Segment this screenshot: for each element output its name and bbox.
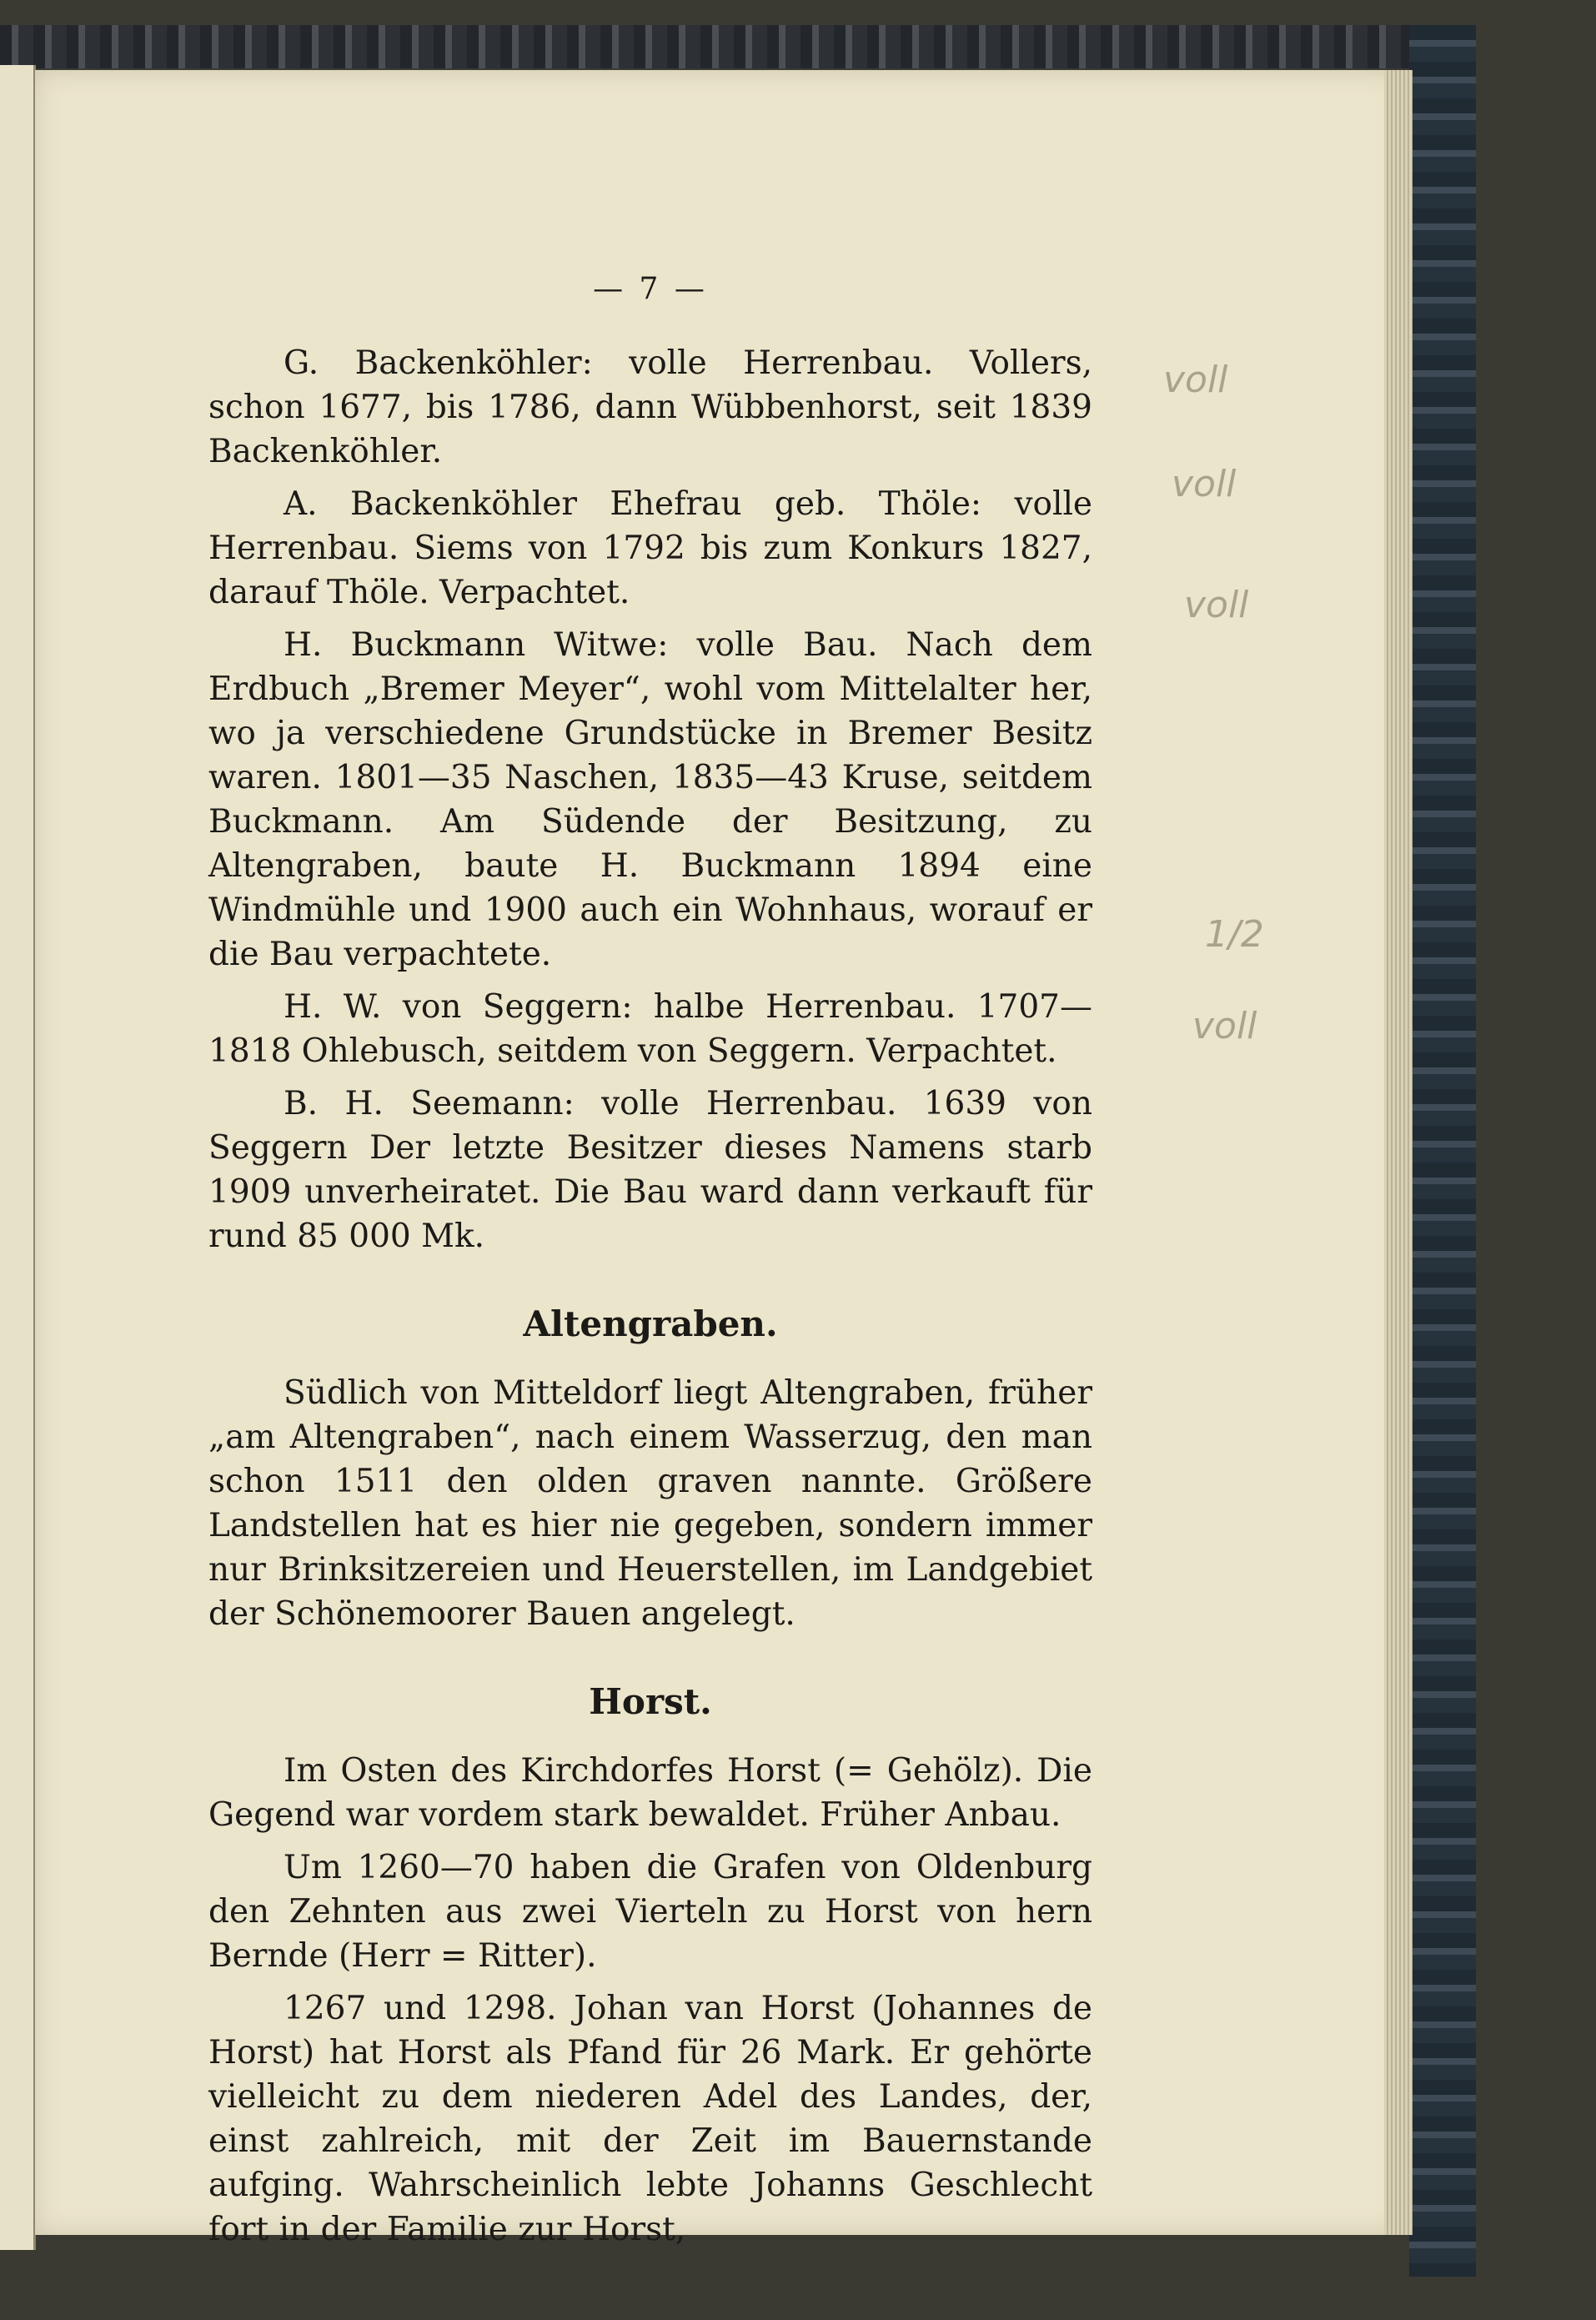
margin-note: 1/2 <box>1205 913 1264 956</box>
book-top-edge <box>0 25 1434 68</box>
section-heading-altengraben: Altengraben. <box>523 1303 778 1344</box>
paragraph: 1267 und 1298. Johan van Horst (Johannes de Horst) hat Horst als Pfand für 26 Mark. Er gehörte vielleicht zu dem niederen Adel des Landes, der, einst zahlreich, mit der Zeit im Bauernstande aufging. Wahrscheinlich lebte Johanns Geschlecht fort in der Familie zur Horst, <box>208 1990 1092 2248</box>
paragraph: G. Backenköhler: volle Herrenbau. Vollers, schon 1677, bis 1786, dann Wübbenhorst, seit 1839 Backenköhler. <box>208 344 1092 470</box>
paragraph: Im Osten des Kirchdorfes Horst (= Gehölz). Die Gegend war vordem stark bewaldet. Früher Anbau. <box>208 1752 1092 1834</box>
margin-note: voll <box>1163 359 1228 401</box>
text-block <box>208 267 1092 2260</box>
margin-note: voll <box>1172 463 1237 505</box>
paragraph: H. Buckmann Witwe: volle Bau. Nach dem Erdbuch „Bremer Meyer“, wohl vom Mittelalter her, wo ja verschiedene Grundstücke in Bremer Besitz waren. 1801—35 Naschen, 1835—43 Kruse, seitdem Buckmann. Am Südende der Besitzung, zu Altengraben, baute H. Buckmann 1894 eine Windmühle und 1900 auch ein Wohnhaus, worauf er die Bau verpachtete. <box>208 626 1092 973</box>
margin-note: voll <box>1184 584 1249 626</box>
page-stack-edge <box>1384 70 1413 2235</box>
paragraph: H. W. von Seggern: halbe Herrenbau. 1707—1818 Ohlebusch, seitdem von Seggern. Verpachtet. <box>208 988 1092 1070</box>
page-number: — 7 — <box>593 272 708 306</box>
margin-note: voll <box>1192 1005 1257 1047</box>
paragraph: B. H. Seemann: volle Herrenbau. 1639 von Seggern Der letzte Besitzer dieses Namens starb 1909 unverheiratet. Die Bau ward dann verkauft für rund 85 000 Mk. <box>208 1085 1092 1255</box>
book-cover-edge <box>1409 25 1476 2277</box>
paragraph: A. Backenköhler Ehefrau geb. Thöle: volle Herrenbau. Siems von 1792 bis zum Konkurs 1827, darauf Thöle. Verpachtet. <box>208 485 1092 611</box>
paragraph: Um 1260—70 haben die Grafen von Oldenburg den Zehnten aus zwei Vierteln zu Horst von hern Bernde (Herr = Ritter). <box>208 1849 1092 1975</box>
paragraph: Südlich von Mitteldorf liegt Altengraben, früher „am Altengraben“, nach einem Wasserzug, den man schon 1511 den olden graven nannte. Größere Landstellen hat es hier nie gegeben, sondern immer nur Brinksitzereien und Heuerstellen, im Landgebiet der Schönemoorer Bauen angelegt. <box>208 1374 1092 1633</box>
section-heading-horst: Horst. <box>589 1681 712 1722</box>
facing-page-edge <box>0 65 36 2250</box>
